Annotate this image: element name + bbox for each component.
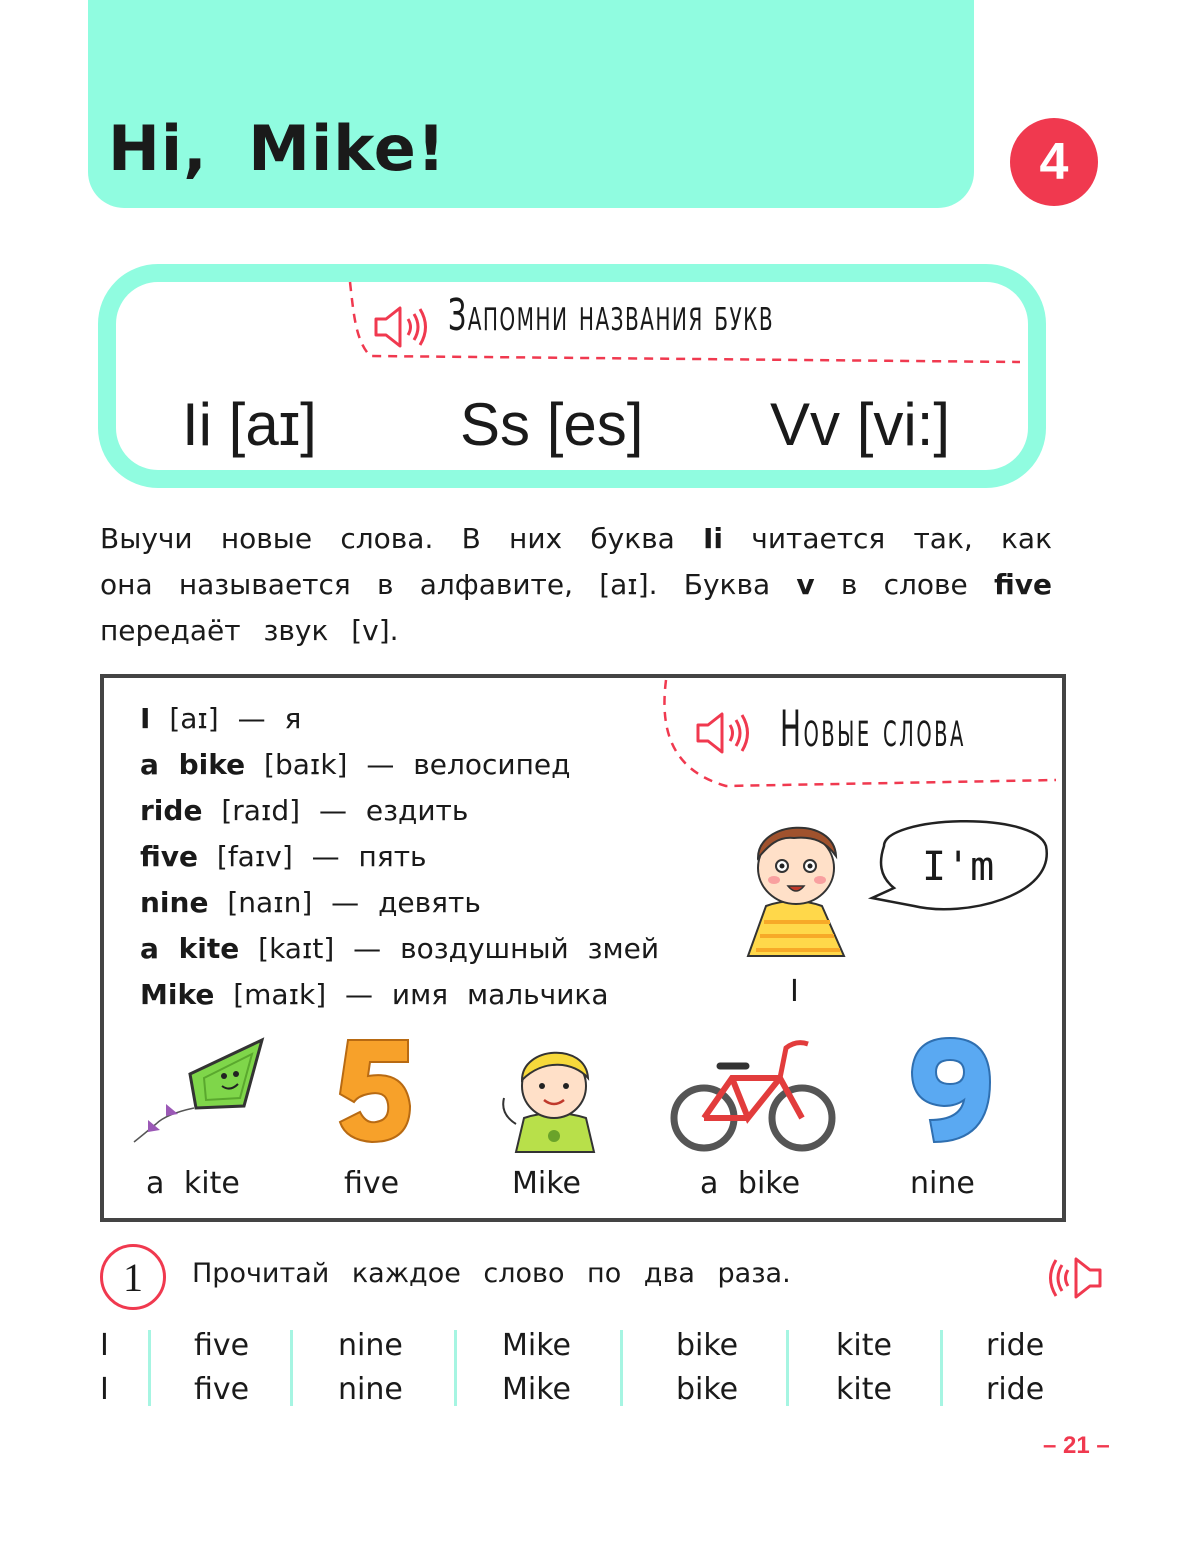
speaker-icon[interactable] bbox=[372, 304, 432, 354]
vocab-heading: Новые слова bbox=[780, 700, 966, 758]
column-divider bbox=[786, 1330, 789, 1406]
read-word: kite bbox=[836, 1328, 892, 1363]
vocab-item bbox=[140, 972, 659, 1018]
kite-illustration bbox=[126, 1034, 276, 1150]
intro-text: читается так, как она называется в алфавите, [aɪ]. Буква bbox=[100, 522, 1052, 601]
letters-heading: Запомни названия букв bbox=[448, 290, 775, 341]
vocab-translation: [raɪd] — ездить bbox=[202, 794, 469, 827]
column-divider bbox=[454, 1330, 457, 1406]
intro-bold-letter: Ii bbox=[703, 522, 724, 555]
vocab-word: a bike bbox=[140, 748, 246, 781]
read-word: ride bbox=[986, 1372, 1045, 1407]
column-divider bbox=[290, 1330, 293, 1406]
column-divider bbox=[620, 1330, 623, 1406]
read-word: ride bbox=[986, 1328, 1045, 1363]
speaker-icon[interactable] bbox=[694, 710, 754, 760]
letter-s: Ss [es] bbox=[460, 391, 644, 458]
exercise-number: 1 bbox=[100, 1244, 166, 1310]
read-word: nine bbox=[338, 1372, 403, 1407]
read-word: five bbox=[194, 1328, 250, 1363]
intro-text: передаёт звук [v]. bbox=[100, 614, 399, 647]
read-word: bike bbox=[676, 1328, 739, 1363]
vocab-translation: [kaɪt] — воздушный змей bbox=[239, 932, 660, 965]
vocab-word: Mike bbox=[140, 978, 215, 1011]
vocab-item bbox=[140, 926, 659, 972]
vocab-word: a kite bbox=[140, 932, 240, 965]
five-illustration bbox=[336, 1036, 416, 1146]
vocab-translation: [aɪ] — я bbox=[150, 702, 302, 735]
vocab-word: I bbox=[140, 702, 151, 735]
vocab-word: ride bbox=[140, 794, 203, 827]
read-word: nine bbox=[338, 1328, 403, 1363]
read-word: Mike bbox=[502, 1328, 571, 1363]
vocab-translation: [naɪn] — девять bbox=[208, 886, 481, 919]
read-word: Mike bbox=[502, 1372, 571, 1407]
vocab-item bbox=[140, 834, 659, 880]
boy-illustration bbox=[734, 806, 1054, 966]
vocab-translation: [baɪk] — велосипед bbox=[245, 748, 571, 781]
intro-bold-five: five bbox=[993, 568, 1052, 601]
picture-label-five: five bbox=[344, 1166, 400, 1201]
nine-illustration bbox=[908, 1034, 994, 1146]
picture-label-nine: nine bbox=[910, 1166, 975, 1201]
read-word: bike bbox=[676, 1372, 739, 1407]
read-word: I bbox=[100, 1372, 109, 1407]
vocab-word: five bbox=[140, 840, 198, 873]
vocab-item bbox=[140, 788, 659, 834]
page-title: Hi, Mike! bbox=[108, 112, 447, 185]
vocab-item bbox=[140, 880, 659, 926]
picture-label-bike: a bike bbox=[700, 1166, 801, 1201]
intro-text: Выучи новые слова. В них буква bbox=[100, 522, 704, 555]
letter-i: Ii [aɪ] bbox=[182, 391, 317, 458]
bike-illustration bbox=[668, 1032, 840, 1156]
picture-label-mike: Mike bbox=[512, 1166, 581, 1201]
read-word: kite bbox=[836, 1372, 892, 1407]
picture-label-kite: a kite bbox=[146, 1166, 240, 1201]
vocab-item bbox=[140, 696, 659, 742]
speech-bubble-text: I'm bbox=[922, 844, 995, 890]
column-divider bbox=[940, 1330, 943, 1406]
vocab-word: nine bbox=[140, 886, 209, 919]
vocab-translation: [faɪv] — пять bbox=[198, 840, 427, 873]
letter-v: Vv [vi:] bbox=[770, 391, 951, 458]
read-word: I bbox=[100, 1328, 109, 1363]
boy-caption: I bbox=[790, 974, 799, 1009]
intro-paragraph bbox=[100, 516, 1052, 654]
page-number: – 21 – bbox=[1043, 1432, 1110, 1459]
speaker-icon[interactable] bbox=[1044, 1254, 1104, 1306]
lesson-number-badge: 4 bbox=[1010, 118, 1098, 206]
vocab-item bbox=[140, 742, 659, 788]
exercise-instruction: Прочитай каждое слово по два раза. bbox=[192, 1258, 791, 1289]
vocab-translation: [maɪk] — имя мальчика bbox=[214, 978, 609, 1011]
column-divider bbox=[148, 1330, 151, 1406]
mike-illustration bbox=[494, 1028, 612, 1154]
read-word: five bbox=[194, 1372, 250, 1407]
vocab-list bbox=[140, 696, 659, 1018]
intro-text: в слове bbox=[814, 568, 994, 601]
intro-bold-v: v bbox=[796, 568, 815, 601]
